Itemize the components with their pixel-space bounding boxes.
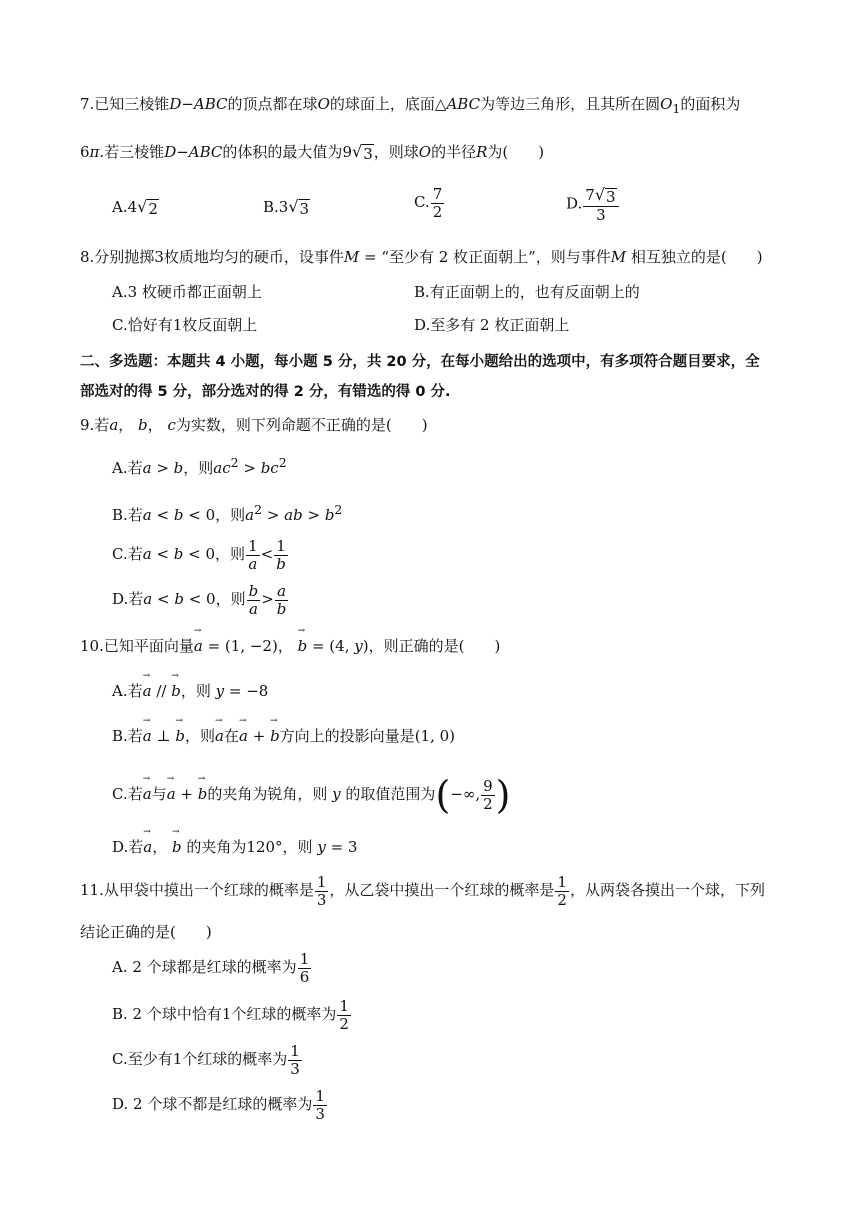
question-9-option-d: D.若a < b < 0，则 $\frac{b}{a}$ > $\frac{a}{b}$ [112, 582, 287, 618]
question-10-option-b: B.若→ a ⊥ → b，则→ a在→ a + → b方向上的投影向量是(1, 0) [112, 727, 455, 746]
question-9-option-a: A.若a > b，则$ac^2 > bc^2$ [112, 455, 287, 477]
question-11-option-b: B. 2 个球中恰有1个红球的概率为 $\frac{1}{2}$ [112, 997, 349, 1033]
question-11-option-a: A. 2 个球都是红球的概率为 $\frac{1}{6}$ [112, 950, 310, 986]
question-8-option-c: C.恰好有1枚反面朝上 [112, 316, 258, 334]
section-2-heading-line-1: 二、多选题：本题共 4 小题，每小题 5 分，共 20 分，在每小题给出的选项中，有多项符合题目要求，全 [80, 354, 760, 370]
question-10-stem: 10.已知平面向量→ a = (1, −2)， → b = (4, y)，则正确的是( ) [80, 637, 790, 656]
question-7-option-d: D. 7 √ 3 3 [566, 186, 620, 223]
section-2-heading-line-2: 部选对的得 5 分，部分选对的得 2 分，有错选的得 0 分. [80, 384, 451, 400]
question-9-option-b: B.若a < b < 0，则$a^2$ > ab > $b^2$ [112, 502, 343, 524]
question-8-option-b: B.有正面朝上的，也有反面朝上的 [414, 283, 640, 301]
question-8-option-d: D.至多有 2 枚正面朝上 [414, 316, 570, 334]
question-7-option-b: B.3 √ 3 [263, 197, 310, 218]
question-7-option-a: A.4 √ 2 [112, 197, 158, 218]
question-8-option-a: A.3 枚硬币都正面朝上 [112, 283, 262, 301]
question-10-option-d: D.若→ a， → b 的夹角为120°，则 y = 3 [112, 838, 357, 857]
question-10-option-a: A.若→ a // → b，则 y = −8 [112, 682, 268, 701]
question-9-stem: 9.若a， b， c为实数，则下列命题不正确的是( ) [80, 416, 428, 434]
question-11-option-d: D. 2 个球不都是红球的概率为 $\frac{1}{3}$ [112, 1087, 325, 1123]
question-11-line-2: 结论正确的是( ) [80, 923, 212, 941]
question-7-option-c: C. $\frac{7}{2}$ [414, 185, 443, 221]
question-10-option-c: C.若→ a与→ a + → b的夹角为锐角，则 y 的取值范围为(−∞, $\frac{9}{2}$ ) [112, 778, 510, 812]
question-11-option-c: C.至少有1个红球的概率为 $\frac{1}{3}$ [112, 1042, 300, 1078]
question-9-option-c: C.若a < b < 0，则 $\frac{1}{a}$ < $\frac{1}{b}$ [112, 537, 286, 573]
question-7-line-2: 6π.若三棱锥D−ABC的体积的最大值为9 √ 3 ，则球O的半径R为( ) [80, 142, 545, 163]
question-11-line-1: 11.从甲袋中摸出一个红球的概率是 $\frac{1}{3}$ ，从乙袋中摸出一个红球的概率是 $\frac{1}{2}$ ，从两袋各摸出一个球，下列 [80, 873, 765, 909]
question-7-line-1: 7.已知三棱锥D−ABC的顶点都在球O的球面上，底面△ABC为等边三角形，且其所在圆$O_1$的面积为 [80, 95, 741, 116]
question-8-stem: 8.分别抛掷3枚质地均匀的硬币，设事件M = “至少有 2 枚正面朝上”，则与事件M 相互独立的是( ) [80, 248, 763, 266]
